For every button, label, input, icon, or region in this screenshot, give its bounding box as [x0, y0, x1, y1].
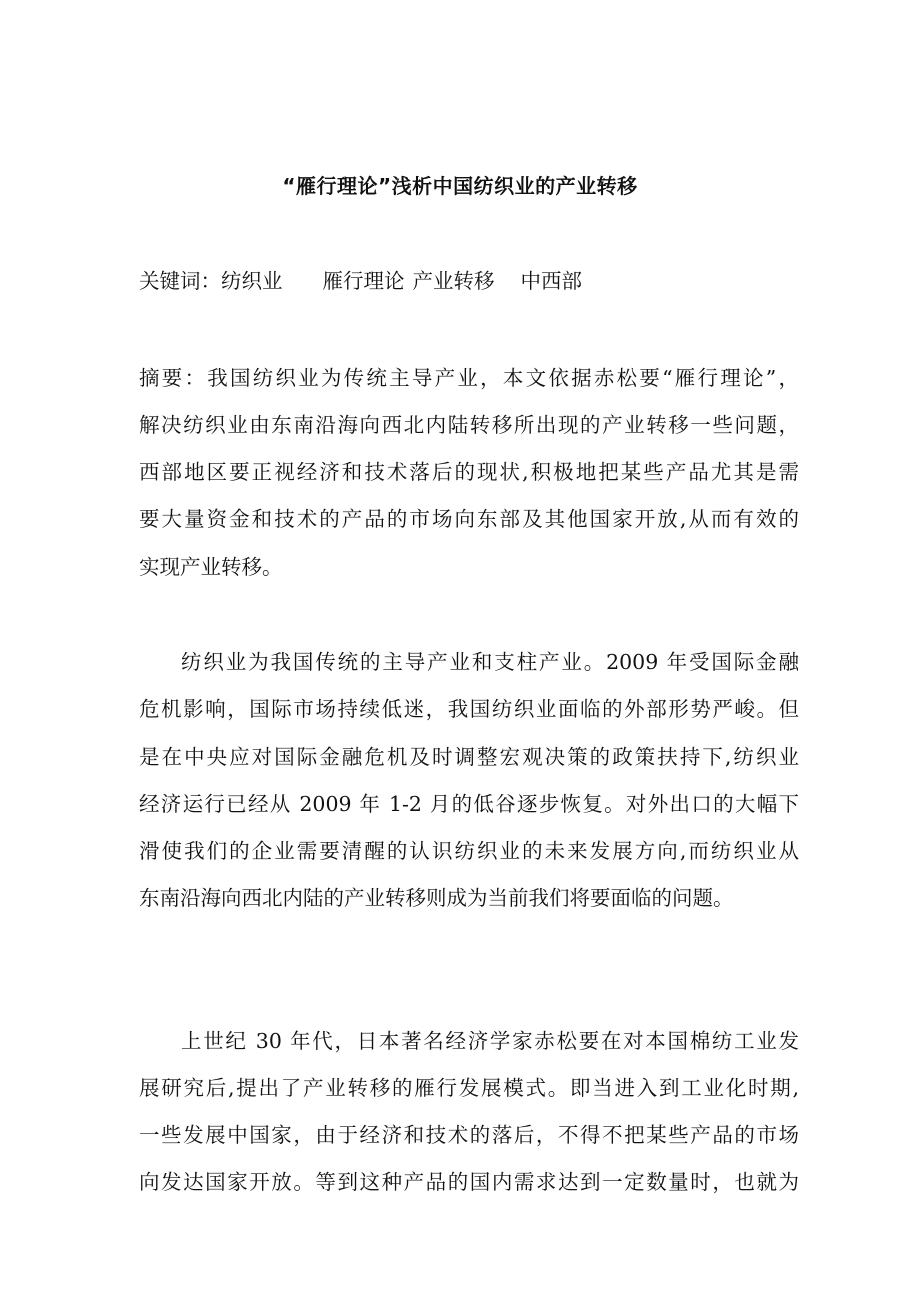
- keyword-item: 雁行理论: [322, 269, 405, 293]
- keyword-item: 产业转移: [412, 269, 495, 293]
- paragraph-line: 滑使我们的企业需要清醒的认识纺织业的未来发展方向,而纺织业从: [139, 839, 799, 863]
- abstract-line: 实现产业转移。: [139, 555, 283, 579]
- abstract-line: 解决纺织业由东南沿海向西北内陆转移所出现的产业转移一些问题，: [139, 413, 799, 437]
- abstract-line: 西部地区要正视经济和技术落后的现状,积极地把某些产品尤其是需: [139, 460, 799, 484]
- paragraph-line: 纺织业为我国传统的主导产业和支柱产业。2009 年受国际金融: [181, 650, 799, 674]
- paragraph-line: 一些发展中国家，由于经济和技术的落后，不得不把某些产品的市场: [139, 1123, 799, 1147]
- paragraph-line: 危机影响，国际市场持续低迷，我国纺织业面临的外部形势严峻。但: [139, 697, 799, 721]
- paragraph-line: 上世纪 30 年代，日本著名经济学家赤松要在对本国棉纺工业发: [181, 1029, 799, 1053]
- paragraph-line: 向发达国家开放。等到这种产品的国内需求达到一定数量时，也就为: [139, 1170, 799, 1194]
- abstract-line: 要大量资金和技术的产品的市场向东部及其他国家开放,从而有效的: [139, 507, 799, 531]
- keywords-line: [139, 266, 582, 296]
- document-title: “雁行理论”浅析中国纺织业的产业转移: [282, 174, 638, 198]
- paragraph-line: 是在中央应对国际金融危机及时调整宏观决策的政策扶持下,纺织业: [139, 745, 799, 769]
- abstract-line: 摘要：我国纺织业为传统主导产业，本文依据赤松要“雁行理论”，: [139, 366, 799, 390]
- keyword-item: 纺织业: [221, 269, 283, 293]
- paragraph-line: 展研究后,提出了产业转移的雁行发展模式。即当进入到工业化时期,: [139, 1076, 799, 1100]
- paragraph-line: 东南沿海向西北内陆的产业转移则成为当前我们将要面临的问题。: [139, 886, 734, 910]
- keywords-label: 关键词：: [139, 269, 221, 293]
- keyword-item: 中西部: [520, 269, 582, 293]
- paragraph-line: 经济运行已经从 2009 年 1-2 月的低谷逐步恢复。对外出口的大幅下: [139, 792, 799, 816]
